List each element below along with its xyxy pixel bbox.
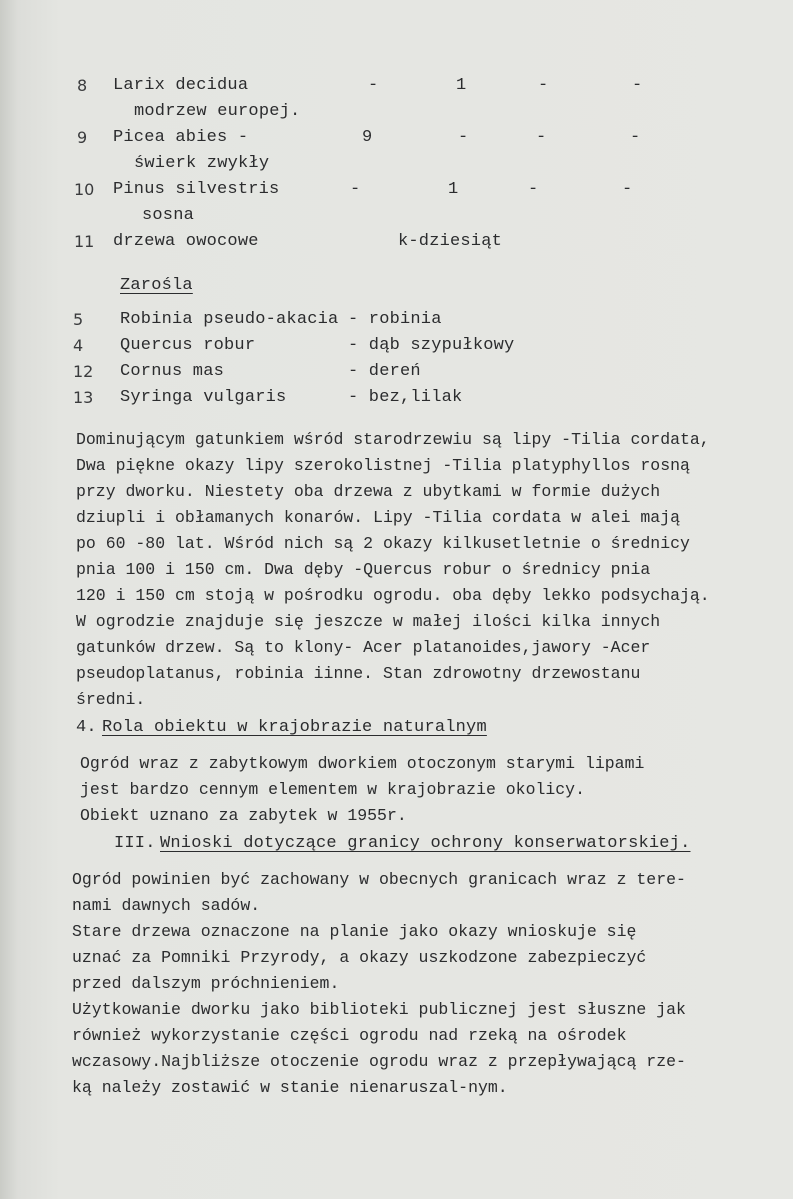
tree-count-col1: - <box>350 180 361 199</box>
shrub-latin-name: Quercus robur <box>120 336 256 355</box>
section-3-line: ką należy zostawić w stanie nienaruszal-nym. <box>72 1078 508 1097</box>
tree-latin-name: drzewa owocowe <box>113 232 259 251</box>
tree-count-col2: k-dziesiąt <box>398 232 503 251</box>
paragraph-line: Dominującym gatunkiem wśród starodrzewiu są lipy -Tilia cordata, <box>76 430 710 449</box>
tree-count-col4: - <box>630 128 641 147</box>
tree-latin-name: Pinus silvestris <box>113 180 280 199</box>
tree-polish-name: świerk zwykły <box>134 154 270 173</box>
tree-polish-name: sosna <box>142 206 195 225</box>
tree-count-col4: - <box>622 180 633 199</box>
section-3-line: Użytkowanie dworku jako biblioteki publicznej jest słuszne jak <box>72 1000 686 1019</box>
shrub-number: 4 <box>73 336 84 355</box>
tree-count-col2: - <box>458 128 469 147</box>
section-3-line: uznać za Pomniki Przyrody, a okazy uszkodzone zabezpieczyć <box>72 948 647 967</box>
tree-count-col1: 9 <box>362 128 373 147</box>
tree-latin-name: Larix decidua <box>113 76 249 95</box>
section-3-line: Stare drzewa oznaczone na planie jako okazy wnioskuje się <box>72 922 637 941</box>
tree-count-col2: 1 <box>448 180 459 199</box>
shrub-number: 13 <box>73 388 94 407</box>
shrub-number: 5 <box>73 310 84 329</box>
shrub-polish-name: - dereń <box>348 362 421 381</box>
section-3-line: również wykorzystanie części ogrodu nad rzeką na ośrodek <box>72 1026 627 1045</box>
tree-count-col3: - <box>538 76 549 95</box>
tree-count-col1: - <box>368 76 379 95</box>
shrubs-heading: Zarośla <box>120 276 193 295</box>
section-3-line: nami dawnych sadów. <box>72 896 261 915</box>
paragraph-line: dziupli i obłamanych konarów. Lipy -Tilia cordata w alei mają <box>76 508 680 527</box>
tree-count-col4: - <box>632 76 643 95</box>
section-4-title: Rola obiektu w krajobrazie naturalnym <box>102 718 487 737</box>
paragraph-line: przy dworku. Niestety oba drzewa z ubytkami w formie dużych <box>76 482 661 501</box>
paragraph-line: 120 i 150 cm stoją w pośrodku ogrodu. oba dęby lekko podsychają. <box>76 586 710 605</box>
paragraph-line: średni. <box>76 690 146 709</box>
section-4-line: Ogród wraz z zabytkowym dworkiem otoczonym starymi lipami <box>80 754 645 773</box>
section-3-title: Wnioski dotyczące granicy ochrony konserwatorskiej. <box>160 834 691 853</box>
paragraph-line: po 60 -80 lat. Wśród nich są 2 okazy kilkusetletnie o średnicy <box>76 534 690 553</box>
tree-number: 10 <box>74 180 95 199</box>
shrub-latin-name: Cornus mas <box>120 362 225 381</box>
paragraph-line: pnia 100 i 150 cm. Dwa dęby -Quercus robur o średnicy pnia <box>76 560 651 579</box>
tree-count-col3: - <box>536 128 547 147</box>
tree-count-col2: 1 <box>456 76 467 95</box>
section-4-line: Obiekt uznano za zabytek w 1955r. <box>80 806 407 825</box>
shrub-polish-name: - bez,lilak <box>348 388 463 407</box>
tree-number: 11 <box>74 232 95 251</box>
tree-polish-name: modrzew europej. <box>134 102 301 121</box>
paragraph-line: gatunków drzew. Są to klony- Acer platanoides,jawory -Acer <box>76 638 651 657</box>
tree-number: 9 <box>77 128 88 147</box>
tree-number: 8 <box>77 76 88 95</box>
shrub-latin-name: Robinia pseudo-akacia <box>120 310 339 329</box>
paragraph-line: Dwa piękne okazy lipy szerokolistnej -Tilia platyphyllos rosną <box>76 456 690 475</box>
shrub-latin-name: Syringa vulgaris <box>120 388 287 407</box>
paragraph-line: pseudoplatanus, robinia iinne. Stan zdrowotny drzewostanu <box>76 664 641 683</box>
section-4-line: jest bardzo cennym elementem w krajobrazie okolicy. <box>80 780 585 799</box>
shrub-polish-name: - dąb szypułkowy <box>348 336 515 355</box>
section-3-line: wczasowy.Najbliższe otoczenie ogrodu wraz z przepływającą rze- <box>72 1052 686 1071</box>
tree-count-col3: - <box>528 180 539 199</box>
tree-latin-name: Picea abies - <box>113 128 249 147</box>
section-4-number: 4. <box>76 718 97 737</box>
paragraph-line: W ogrodzie znajduje się jeszcze w małej ilości kilka innych <box>76 612 661 631</box>
section-3-line: Ogród powinien być zachowany w obecnych granicach wraz z tere- <box>72 870 686 889</box>
shrub-number: 12 <box>73 362 94 381</box>
section-3-line: przed dalszym próchnieniem. <box>72 974 340 993</box>
section-3-number: III. <box>114 834 156 853</box>
shrub-polish-name: - robinia <box>348 310 442 329</box>
